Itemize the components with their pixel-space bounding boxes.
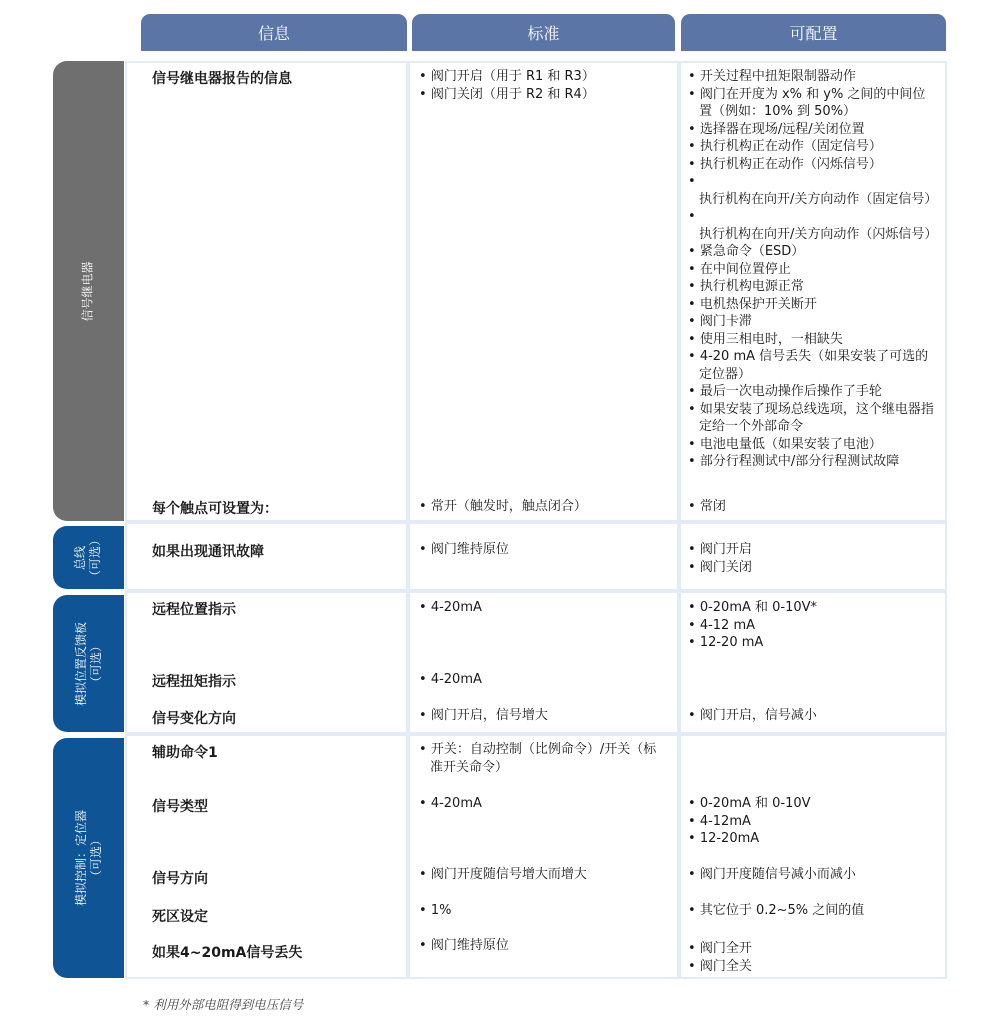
list-item: • 4-12mA: [688, 813, 938, 831]
relay-configurable-list: [688, 68, 938, 471]
signal-change-configurable-list: [688, 707, 938, 725]
remote-torque-standard-list: [419, 671, 669, 689]
list-item: • 选择器在现场/远程/关闭位置: [688, 121, 938, 139]
list-item: • 使用三相电时，一相缺失: [688, 331, 938, 349]
list-item: • 阀门开度随信号增大而增大: [419, 866, 669, 884]
label-signal-direction: 信号方向: [152, 871, 208, 887]
section-analog-optional: （可选）: [88, 639, 103, 688]
section-relay-label: 信号继电器: [80, 260, 95, 322]
section-positioner-optional: （可选）: [88, 833, 103, 883]
label-contact: 每个触点可设置为：: [152, 501, 278, 517]
list-item: • 在中间位置停止: [688, 261, 938, 279]
label-aux-command: 辅助命令1: [152, 745, 218, 761]
list-item: • 4-20 mA 信号丢失（如果安装了可选的定位器）: [688, 348, 938, 383]
list-item: • 12-20mA: [688, 830, 938, 848]
aux-command-standard-list: [419, 741, 669, 776]
header-info: 信息: [141, 14, 407, 51]
label-signal-type: 信号类型: [152, 799, 208, 815]
list-item: • 执行机构在向开/关方向动作（闪烁信号）: [688, 208, 938, 243]
list-item: • 电机热保护开关断开: [688, 296, 938, 314]
deadband-configurable-list: [688, 902, 938, 920]
relay-standard-list: [419, 68, 669, 103]
list-item: • 0-20mA 和 0-10V*: [688, 599, 938, 617]
list-item: • 4-12 mA: [688, 617, 938, 635]
label-remote-position: 远程位置指示: [152, 602, 236, 618]
list-item: • 开关过程中扭矩限制器动作: [688, 68, 938, 86]
list-item: • 0-20mA 和 0-10V: [688, 795, 938, 813]
section-analog-feedback: [53, 595, 124, 732]
list-item: • 12-20 mA: [688, 634, 938, 652]
list-item: • 最后一次电动操作后操作了手轮: [688, 383, 938, 401]
bus-standard-list: [419, 541, 669, 559]
relay-col-info: [125, 61, 408, 522]
list-item: • 其它位于 0.2~5% 之间的值: [688, 902, 938, 920]
list-item: • 阀门维持原位: [419, 541, 669, 559]
list-item: • 执行机构正在动作（闪烁信号）: [688, 156, 938, 174]
bus-configurable-list: [688, 541, 938, 576]
list-item: • 常闭: [688, 498, 938, 516]
section-bus-label: 总线: [73, 545, 88, 570]
label-relay-info: 信号继电器报告的信息: [152, 71, 292, 87]
list-item: • 开关：自动控制（比例命令）/开关（标准开关命令）: [419, 741, 669, 776]
list-item: • 阀门开启: [688, 541, 938, 559]
label-signal-change: 信号变化方向: [152, 711, 236, 727]
list-item: • 4-20mA: [419, 671, 669, 689]
section-analog-label: 模拟位置反馈板: [73, 621, 88, 706]
list-item: • 阀门开启，信号增大: [419, 707, 669, 725]
list-item: • 部分行程测试中/部分行程测试故障: [688, 453, 938, 471]
list-item: • 紧急命令（ESD）: [688, 243, 938, 261]
signal-direction-configurable-list: [688, 866, 938, 884]
section-positioner-label: 模拟控制：定位器: [73, 809, 88, 907]
list-item: • 4-20mA: [419, 795, 669, 813]
signal-direction-standard-list: [419, 866, 669, 884]
list-item: • 常开（触发时，触点闭合）: [419, 498, 669, 516]
label-signal-loss: 如果4~20mA信号丢失: [152, 945, 303, 961]
label-bus-fail: 如果出现通讯故障: [152, 544, 264, 560]
header-configurable: 可配置: [681, 14, 946, 51]
list-item: • 阀门关闭: [688, 559, 938, 577]
list-item: • 电池电量低（如果安装了电池）: [688, 436, 938, 454]
list-item: • 如果安装了现场总线选项，这个继电器指定给一个外部命令: [688, 401, 938, 436]
header-standard: 标准: [412, 14, 675, 51]
list-item: • 阀门卡滞: [688, 313, 938, 331]
list-item: • 阀门维持原位: [419, 937, 669, 955]
signal-change-standard-list: [419, 707, 669, 725]
list-item: • 执行机构电源正常: [688, 278, 938, 296]
section-bus-optional: （可选）: [88, 533, 103, 582]
section-bus: [53, 526, 124, 589]
signal-loss-standard-list: [419, 937, 669, 955]
list-item: • 执行机构在向开/关方向动作（固定信号）: [688, 173, 938, 208]
remote-position-standard-list: [419, 599, 669, 617]
list-item: • 阀门在开度为 x% 和 y% 之间的中间位置（例如：10% 到 50%）: [688, 86, 938, 121]
list-item: • 阀门开启，信号减小: [688, 707, 938, 725]
signal-type-standard-list: [419, 795, 669, 813]
list-item: • 阀门全关: [688, 958, 938, 976]
label-remote-torque: 远程扭矩指示: [152, 674, 236, 690]
contact-standard-list: [419, 498, 669, 516]
remote-position-configurable-list: [688, 599, 938, 652]
list-item: • 阀门关闭（用于 R2 和 R4）: [419, 86, 669, 104]
list-item: • 1%: [419, 902, 669, 920]
label-deadband: 死区设定: [152, 909, 208, 925]
list-item: • 4-20mA: [419, 599, 669, 617]
list-item: • 阀门开启（用于 R1 和 R3）: [419, 68, 669, 86]
section-positioner: [53, 738, 124, 978]
contact-configurable-list: [688, 498, 938, 516]
section-relay: [53, 61, 124, 521]
list-item: • 阀门开度随信号减小而减小: [688, 866, 938, 884]
deadband-standard-list: [419, 902, 669, 920]
list-item: • 阀门全开: [688, 940, 938, 958]
list-item: • 执行机构正在动作（固定信号）: [688, 138, 938, 156]
signal-loss-configurable-list: [688, 940, 938, 975]
relay-col-standard: [408, 61, 679, 522]
signal-type-configurable-list: [688, 795, 938, 848]
footnote: * 利用外部电阻得到电压信号: [143, 997, 304, 1012]
